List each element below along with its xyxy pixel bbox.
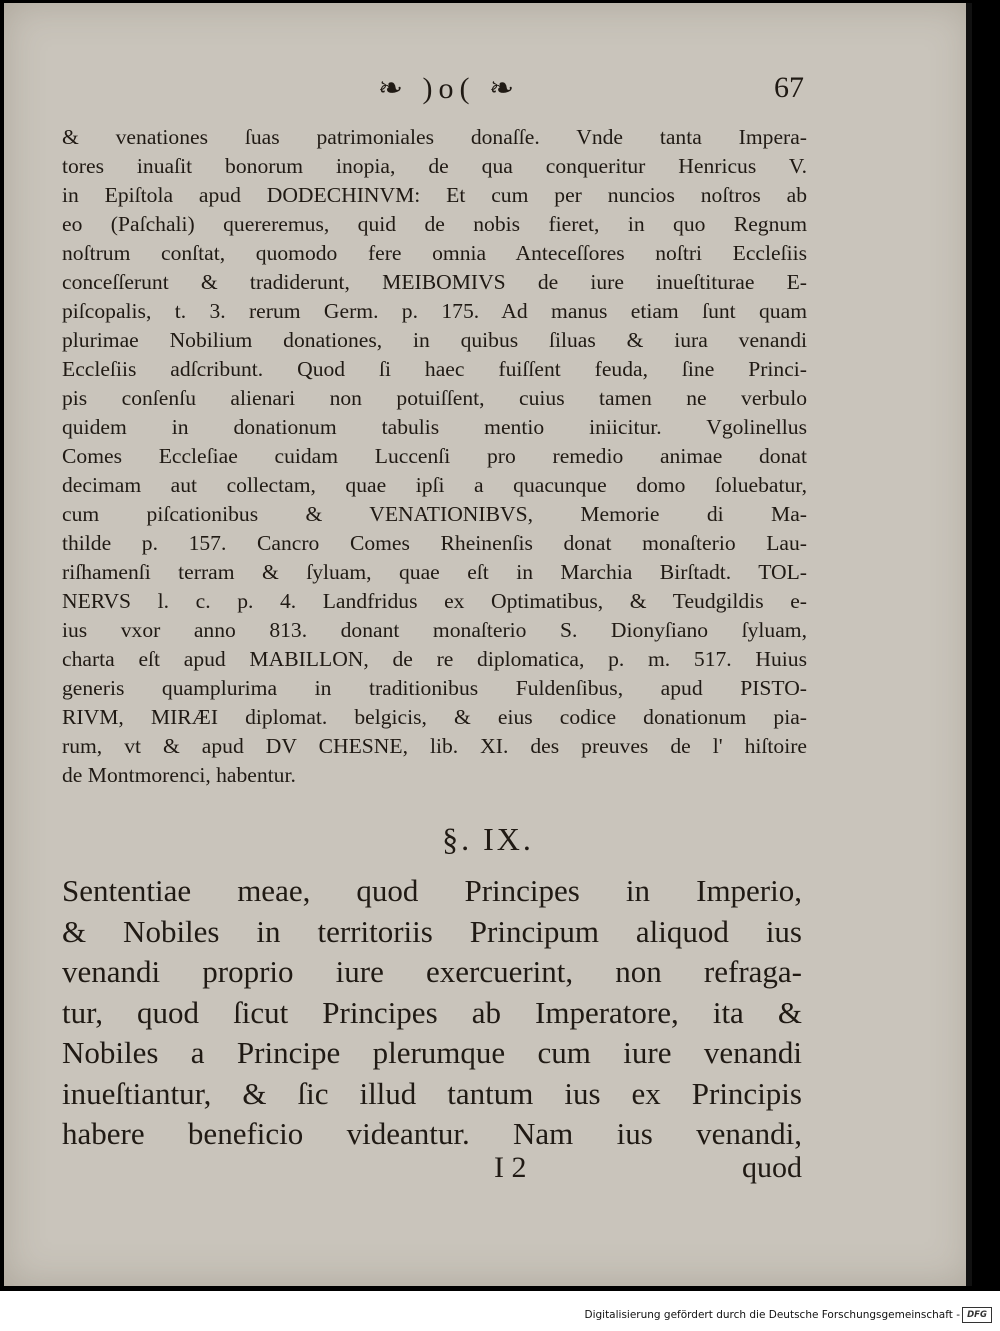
text-line: Nobiles a Principe plerumque cum iure venandi	[62, 1035, 802, 1070]
text-line: cum piſcationibus & VENATIONIBVS, Memorie di Ma-	[62, 502, 807, 526]
page-number: 67	[774, 71, 804, 104]
text-line: rum, vt & apud DV CHESNE, lib. XI. des preuves de l' hiſtoire	[62, 734, 807, 758]
section-paragraph	[62, 871, 802, 1155]
text-line: plurimae Nobilium donationes, in quibus ſiluas & iura venandi	[62, 328, 807, 352]
text-line: decimam aut collectam, quae ipſi a quacunque domo ſoluebatur,	[62, 473, 807, 497]
text-line: & Nobiles in territoriis Principum aliquod ius	[62, 913, 802, 949]
text-line: thilde p. 157. Cancro Comes Rheinenſis donat monaſterio Lau-	[62, 531, 807, 555]
text-line: noſtrum conſtat, quomodo fere omnia Anteceſſores noſtri Eccleſiis	[62, 241, 807, 265]
text-line: RIVM, MIRÆI diplomat. belgicis, & eius codice donationum pia-	[62, 705, 807, 729]
body-paragraph	[62, 123, 807, 790]
section-heading: §. IX.	[442, 821, 534, 857]
dfg-logo: DFG	[962, 1307, 992, 1323]
text-line: in Epiſtola apud DODECHINVM: Et cum per nuncios noſtros ab	[62, 183, 807, 207]
signature-mark: I 2	[494, 1151, 527, 1184]
text-line: venandi proprio iure exercuerint, non refraga-	[62, 954, 802, 989]
text-line: tores inuaſit bonorum inopia, de qua conqueritur Henricus V.	[62, 154, 807, 178]
text-line: inueſtiantur, & ſic illud tantum ius ex Principis	[62, 1075, 802, 1111]
text-line: ius vxor anno 813. donant monaſterio S. Dionyſiano ſyluam,	[62, 618, 807, 642]
text-line: eo (Paſchali) quereremus, quid de nobis fieret, in quo Regnum	[62, 212, 807, 236]
scanned-page	[4, 3, 972, 1286]
catchword: quod	[742, 1151, 802, 1184]
text-line: Comes Eccleſiae cuidam Luccenſi pro remedio animae donat	[62, 444, 807, 468]
catchline	[62, 1151, 802, 1191]
header-ornament: ❧ )o( ❧	[377, 72, 521, 105]
text-line: piſcopalis, t. 3. rerum Germ. p. 175. Ad manus etiam ſunt quam	[62, 299, 807, 323]
text-line: charta eſt apud MABILLON, de re diplomatica, p. m. 517. Huius	[62, 647, 807, 671]
text-line: pis conſenſu alienari non potuiſſent, cuius tamen ne verbulo	[62, 386, 807, 410]
text-line: riſhamenſi terram & ſyluam, quae eſt in Marchia Birſtadt. TOL-	[62, 560, 807, 584]
text-line: Sententiae meae, quod Principes in Imperio,	[62, 873, 802, 908]
text-line: de Montmorenci, habentur.	[62, 763, 296, 787]
page-edge-shadow	[966, 3, 972, 1286]
text-line: tur, quod ſicut Principes ab Imperatore, ita &	[62, 994, 802, 1030]
page-header	[4, 71, 972, 111]
text-line: Eccleſiis adſcribunt. Quod ſi haec fuiſſent feuda, ſine Princi-	[62, 357, 807, 381]
footer-bar	[0, 1291, 1000, 1331]
text-line: NERVS l. c. p. 4. Landfridus ex Optimatibus, & Teudgildis e-	[62, 589, 807, 613]
funding-credit: Digitalisierung gefördert durch die Deutsche Forschungsgemeinschaft -	[584, 1309, 960, 1321]
text-line: conceſſerunt & tradiderunt, MEIBOMIVS de iure inueſtiturae E-	[62, 270, 807, 294]
text-line: & venationes ſuas patrimoniales donaſſe. Vnde tanta Impera-	[62, 125, 807, 149]
text-line: habere beneficio videantur. Nam ius venandi,	[62, 1116, 802, 1151]
text-line: quidem in donationum tabulis mentio iniicitur. Vgolinellus	[62, 415, 807, 439]
text-line: generis quamplurima in traditionibus Fuldenſibus, apud PISTO-	[62, 676, 807, 700]
